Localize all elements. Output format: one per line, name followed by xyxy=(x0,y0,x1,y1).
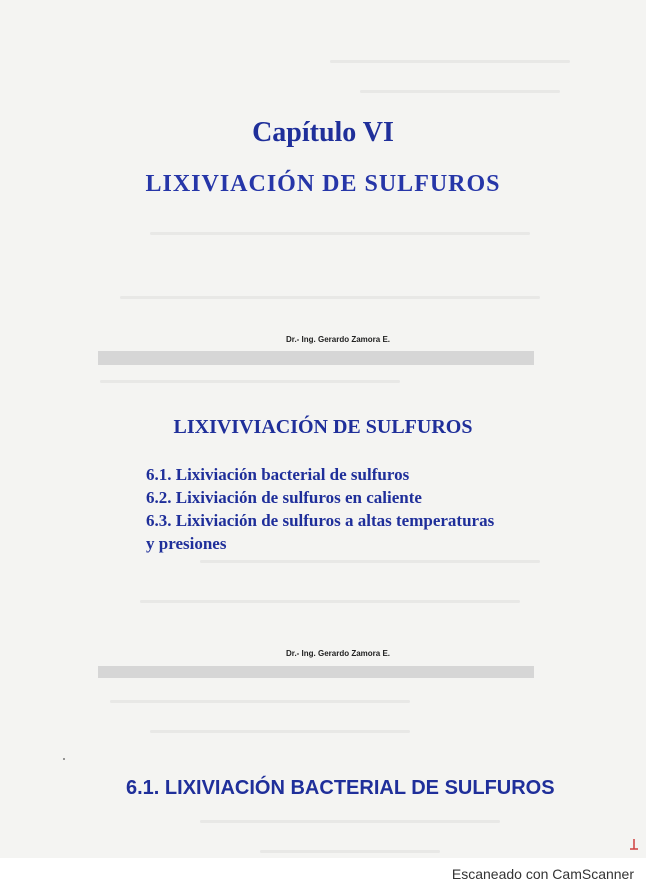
scan-speck xyxy=(63,758,65,760)
bleed-through-line xyxy=(120,296,540,299)
slide-footer-band xyxy=(98,351,534,365)
bleed-through-line xyxy=(360,90,560,93)
section-heading: 6.1. LIXIVIACIÓN BACTERIAL DE SULFUROS xyxy=(126,777,555,799)
slide-footer-band xyxy=(98,666,534,678)
bleed-through-line xyxy=(260,850,440,853)
chapter-title: Capítulo VI xyxy=(252,117,394,148)
scan-mark-icon xyxy=(629,837,639,851)
camscanner-watermark: Escaneado con CamScanner xyxy=(451,866,634,882)
contents-heading: LIXIVIVIACIÓN DE SULFUROS xyxy=(173,416,473,438)
contents-item: 6.3. Lixiviación de sulfuros a altas temperaturas xyxy=(146,511,495,530)
bleed-through-line xyxy=(330,60,570,63)
bleed-through-line xyxy=(140,600,520,603)
chapter-subtitle: LIXIVIACIÓN DE SULFUROS xyxy=(145,171,501,197)
contents-list xyxy=(146,463,566,555)
bleed-through-line xyxy=(150,232,530,235)
bleed-through-line xyxy=(200,820,500,823)
contents-item: 6.2. Lixiviación de sulfuros en caliente xyxy=(146,488,422,507)
contents-item: y presiones xyxy=(146,534,227,553)
bleed-through-line xyxy=(100,380,400,383)
bleed-through-line xyxy=(200,560,540,563)
author-label: Dr.- Ing. Gerardo Zamora E. xyxy=(286,649,391,658)
contents-item: 6.1. Lixiviación bacterial de sulfuros xyxy=(146,465,410,484)
author-label: Dr.- Ing. Gerardo Zamora E. xyxy=(286,335,391,344)
bleed-through-line xyxy=(110,700,410,703)
bleed-through-line xyxy=(150,730,410,733)
